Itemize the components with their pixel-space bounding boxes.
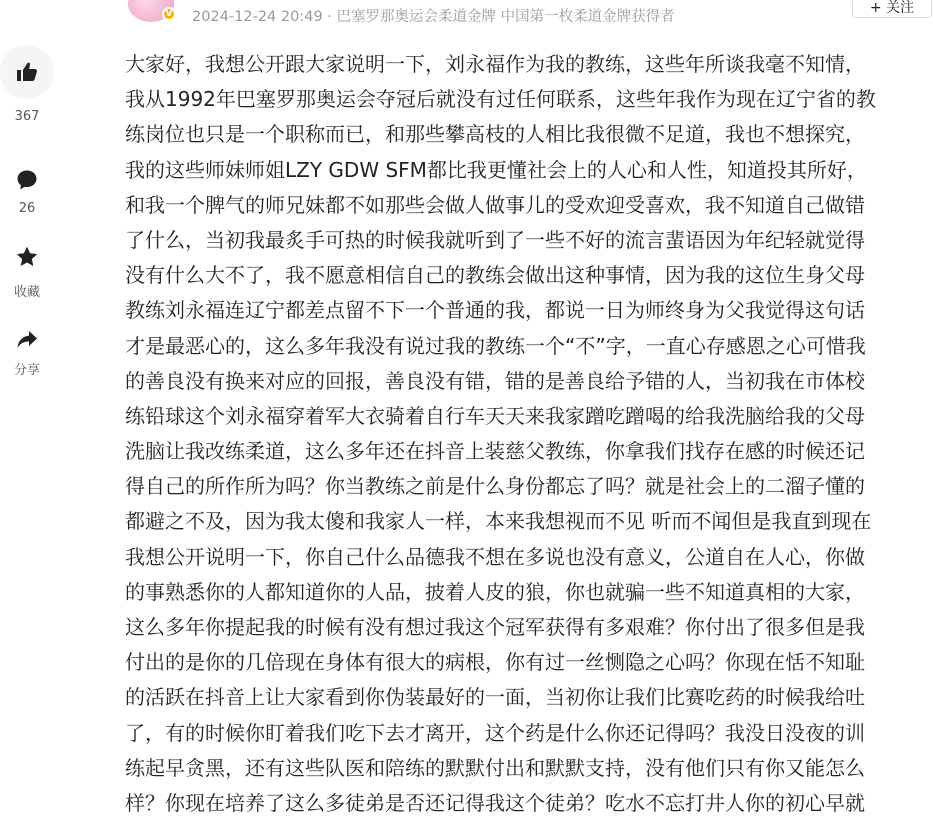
comment-count: 26 [18, 201, 36, 216]
article-line: 练岗位也只是一个职称而已，和那些攀高枝的人相比我很微不足道，我也不想探究， [125, 122, 865, 147]
article-line: 大家好，我想公开跟大家说明一下，刘永福作为我的教练，这些年所谈我毫不知情， [125, 52, 865, 76]
like-count: 367 [14, 109, 40, 124]
article-line: 的事熟悉你的人都知道你的人品，披着人皮的狼，你也就骗一些不知道真相的大家， [125, 579, 865, 604]
article-line: 练铅球这个刘永福穿着军大衣骑着自行车天天来我家蹭吃蹭喝的给我洗脑给我的父母 [125, 403, 865, 428]
article-line: 我想公开说明一下，你自己什么品德我不想在多说也没有意义，公道自在人心，你做 [125, 544, 865, 569]
article-line: 练起早贪黑，还有这些队医和陪练的默默付出和默默支持，没有他们只有你又能怎么 [125, 755, 865, 780]
article-line: 了，有的时候你盯着我们吃下去才离开，这个药是什么你还记得吗？我没日没夜的训 [125, 720, 865, 745]
article-line: 我从1992年巴塞罗那奥运会夺冠后就没有过任何联系，这些年我作为现在辽宁省的教 [125, 87, 876, 112]
post-header [0, 0, 933, 36]
article-line: 的善良没有换来对应的回报，善良没有错，错的是善良给予错的人，当初我在市体校 [125, 368, 865, 393]
thumbs-up-icon [15, 60, 39, 84]
article-line: 付出的是你的几倍现在身体有很大的病根，你有过一丝恻隐之心吗？你现在恬不知耻 [125, 650, 865, 675]
comment-bubble-icon [15, 168, 39, 192]
share-arrow-icon [15, 328, 39, 352]
article-line: 都避之不及，因为我太傻和我家人一样，本来我想视而不见 听而不闻但是我直到现在 [125, 509, 872, 534]
article-line: 洗脑让我改练柔道，这么多年还在抖音上装慈父教练，你拿我们找存在感的时候还记 [125, 439, 865, 464]
article-line: 教练刘永福连辽宁都差点留不下一个普通的我，都说一日为师终身为父我觉得这句话 [125, 298, 865, 323]
post-meta [192, 5, 675, 26]
verified-badge-icon: V [162, 7, 176, 21]
article-line: 这么多年你提起我的时候有没有想过我这个冠军获得有多艰难？你付出了很多但是我 [125, 615, 865, 639]
article-line: 才是最恶心的，这么多年我没有说过我的教练一个“不”字，一直心存感恩之心可惜我 [125, 333, 866, 358]
share-label: 分享 [13, 363, 40, 378]
comment-button[interactable] [15, 168, 39, 192]
article-line: 和我一个脾气的师兄妹都不如那些会做人做事儿的受欢迎受喜欢，我不知道自己做错 [125, 192, 865, 217]
article-line: 了什么，当初我最炙手可热的时候我就听到了一些不好的流言蜚语因为年纪轻就觉得 [125, 227, 865, 252]
article-line: 样？你现在培养了这么多徒弟是否还记得我这个徒弟？吃水不忘打井人你的初心早就 [125, 790, 865, 815]
favorite-button[interactable] [15, 245, 39, 269]
favorite-label: 收藏 [13, 285, 40, 300]
author-title: 巴塞罗那奥运会柔道金牌 中国第一枚柔道金牌获得者 [336, 9, 675, 25]
meta-separator: · [327, 9, 332, 25]
article-line: 得自己的所作所为吗？你当教练之前是什么身份都忘了吗？就是社会上的二溜子懂的 [125, 474, 865, 499]
article-body [125, 47, 933, 821]
share-button[interactable] [15, 328, 39, 352]
article-line: 我的这些师妹师姐LZY GDW SFM都比我更懂社会上的人心和人性，知道投其所好， [125, 157, 867, 182]
star-icon [15, 245, 39, 269]
article-line: 没有什么大不了，我不愿意相信自己的教练会做出这种事情，因为我的这位生身父母 [125, 263, 865, 288]
follow-button[interactable]: + 关注 [852, 0, 932, 18]
article-line: 的活跃在抖音上让大家看到你伪装最好的一面，当初你让我们比赛吃药的时候我给吐 [125, 685, 865, 710]
post-timestamp: 2024-12-24 20:49 [192, 9, 323, 25]
like-button[interactable] [0, 45, 54, 99]
